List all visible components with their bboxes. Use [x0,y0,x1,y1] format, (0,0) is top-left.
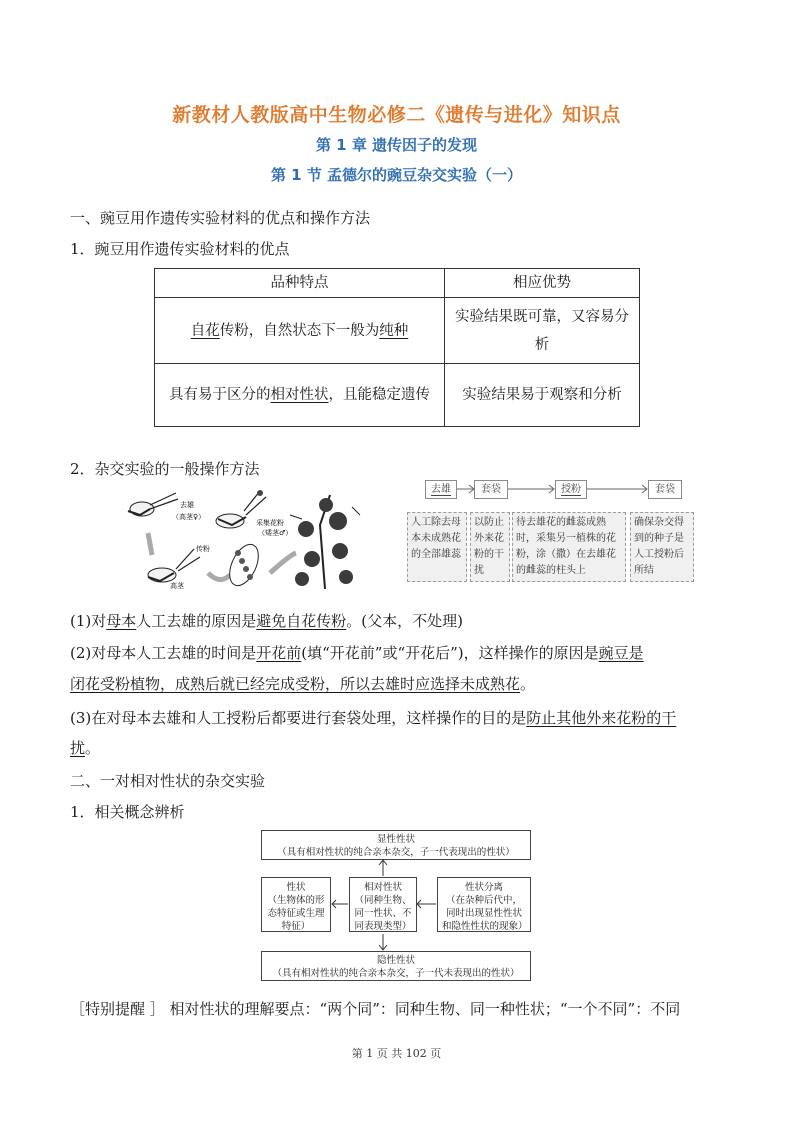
hand-pollination-icon [148,549,200,582]
q-text: 。 [520,675,536,693]
q-answer: 母本 [106,612,137,630]
table-cell-underlined: 纯种 [379,322,409,339]
arrow-icon [208,573,230,580]
question-3-cont [70,734,725,762]
arrow-icon [270,553,296,573]
flow-step-emasculation: 去雄 [431,484,451,495]
q-answer: 防止其他外来花粉的干 [526,709,677,727]
flow-step-bagging-2: 套袋 [648,480,682,499]
concept-desc: （具有相对性状的纯合亲本杂交，子一代表现出的性状） [277,847,515,858]
concept-dominant [261,830,531,860]
page-footer: 第 1 页 共 102 页 [351,1047,442,1060]
illus-label: （矮茎♂） [258,529,293,537]
illus-label: （高茎♀） [172,513,206,521]
flow-desc: 确保杂交得到的种子是人工授粉后所结 [630,512,694,582]
illus-label: 高茎 [170,582,184,590]
table-header: 相应优势 [445,269,640,298]
q-answer: 避免自花传粉 [256,612,347,630]
q-text: 。(父本，不处理) [346,612,464,630]
concept-desc: （同种生物、同一性状、不同表现类型） [354,895,412,932]
part2-sub1: 1．相关概念辨析 [70,803,185,821]
table-cell: 实验结果易于观察和分析 [445,364,640,427]
concept-desc: （具有相对性状的纯合亲本杂交，子一代未表现出的性状） [272,968,520,979]
table-cell-text: 具有易于区分的 [169,387,271,403]
q-answer: 开花前 [256,644,302,662]
part1-heading: 一、豌豆用作遗传实验材料的优点和操作方法 [70,209,371,227]
arrow-icon [148,533,152,555]
q-text: (2)对母本人工去雄的时间是 [70,644,257,662]
concept-desc: （在杂种后代中，同时出现显性性状和隐性性状的现象） [442,895,528,932]
table-cell-text: 传粉，自然状态下一般为 [219,322,380,339]
table-cell-underlined: 相对性状 [270,387,329,403]
flow-desc: 待去雄花的雌蕊成熟时，采集另一植株的花粉，涂（撒）在去雄花的雌蕊的柱头上 [512,512,626,582]
concept-trait [261,877,331,932]
concept-title: 显性性状 [376,834,415,845]
flow-step-pollination: 授粉 [561,484,581,495]
pea-pod-icon [224,540,264,590]
q-text: (3)在对母本去雄和人工授粉后都要进行套袋处理，这样操作的目的是 [70,709,527,727]
illus-label: 传粉 [196,545,210,553]
part1-sub1: 1．豌豆用作遗传实验材料的优点 [70,240,290,258]
flow-arrows [455,480,655,500]
concept-segregation [437,877,531,932]
q-text: 人工去雄的原因是 [136,612,257,630]
q-text: (1)对 [70,612,107,630]
hand-emasculation-icon [128,493,178,516]
table-header: 品种特点 [155,269,445,298]
special-tip: ［特别提醒 ］ 相对性状的理解要点：“两个同”：同种生物、同一种性状；“一个不同”：不同 [70,1000,681,1018]
q-answer: 豌豆是 [598,644,644,662]
concept-recessive [261,951,531,981]
flow-step-bagging: 套袋 [474,480,508,499]
advantages-table [154,268,640,427]
table-row [155,364,640,427]
hybridization-illustration [120,485,385,590]
table-cell: 实验结果既可靠，又容易分析 [445,298,640,364]
section-title: 第 1 节 孟德尔的豌豆杂交实验（一） [270,166,523,184]
flow-desc: 以防止外来花粉的干扰 [470,512,510,582]
q-text: 。 [85,739,101,757]
table-cell-text: ，且能稳定遗传 [328,387,430,403]
part2-heading: 二、一对相对性状的杂交实验 [70,772,266,790]
part1-sub2: 2．杂交实验的一般操作方法 [70,460,260,478]
illus-label: 采集花粉 [256,519,284,527]
question-1 [70,607,725,635]
concept-title: 隐性性状 [376,955,415,966]
q-text: (填“开花前”或“开花后”)，这样操作的原因是 [301,644,599,662]
concept-title: 性状分离 [464,882,503,893]
illus-label: 去雄 [180,501,194,509]
flow-desc: 人工除去母本未成熟花的全部雄蕊 [407,512,467,582]
pea-plant-icon [290,495,360,589]
q-answer: 扰 [70,739,86,757]
concept-arrows [330,858,440,954]
question-2 [70,639,725,667]
chapter-title: 第 1 章 遗传因子的发现 [315,136,478,154]
q-answer: 闭花受粉植物，成熟后就已经完成受粉，所以去雄时应选择未成熟花 [70,675,521,693]
concept-desc: （生物体的形态特征或生理特征） [267,895,325,932]
concept-title: 相对性状 [363,882,402,893]
concept-title: 性状 [286,882,306,893]
table-row [155,298,640,364]
question-2-cont [70,670,725,698]
table-cell-underlined: 自花 [190,322,220,339]
question-3 [70,704,725,732]
document-title: 新教材人教版高中生物必修二《遗传与进化》知识点 [172,104,621,126]
